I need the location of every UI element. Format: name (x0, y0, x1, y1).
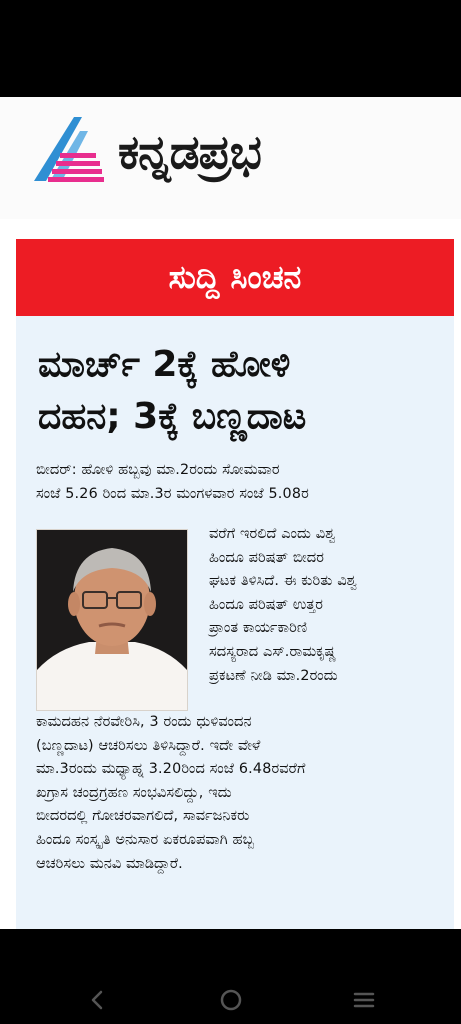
body-line: ಹಿಂದೂ ಸಂಸ್ಕೃತಿ ಅನುಸಾರ ಏಕರೂಪವಾಗಿ ಹಬ್ಬ (36, 831, 255, 848)
body-wrap (209, 523, 357, 688)
person-portrait-icon (37, 530, 187, 710)
body-line: ಪ್ರಾಂತ ಕಾರ್ಯಕಾರಿಣಿ (209, 620, 308, 637)
body-line: ಹಿಂದೂ ಪರಿಷತ್ ಬೀದರ (209, 549, 324, 566)
article-card (16, 239, 454, 929)
body-top (36, 459, 309, 506)
home-icon[interactable] (216, 985, 246, 1015)
masthead (0, 97, 461, 219)
system-navigation-bar (0, 975, 461, 1024)
headline-line-1: ಮಾರ್ಚ್ 2ಕ್ಕೆ ಹೋಳಿ (38, 344, 291, 385)
body-line: ಕಾಮದಹನ ನೆರವೇರಿಸಿ, 3 ರಂದು ಧುಳಿವಂದನ (36, 714, 252, 730)
section-banner: ಸುದ್ದಿ ಸಿಂಚನ (16, 239, 454, 316)
body-line: ಸಂಜೆ 5.26 ರಿಂದ ಮಾ.3ರ ಮಂಗಳವಾರ ಸಂಜೆ 5.08ರ (36, 485, 309, 502)
body-line: ಬೀದರದಲ್ಲಿ ಗೋಚರವಾಗಲಿದೆ, ಸಾರ್ವಜನಿಕರು (36, 808, 250, 825)
body-line: ಸದಸ್ಯರಾದ ಎಸ್.ರಾಮಕೃಷ್ಣ (209, 643, 337, 660)
body-line: ಘಟಕ ತಿಳಿಸಿದೆ. ಈ ಕುರಿತು ವಿಶ್ವ (209, 573, 358, 590)
headline (38, 339, 438, 443)
body-line: ಖಗ್ರಾಸ ಚಂದ್ರಗ್ರಹಣ ಸಂಭವಿಸಲಿದ್ದು, ಇದು (36, 784, 232, 801)
body-line: ಆಚರಿಸಲು ಮನವಿ ಮಾಡಿದ್ದಾರೆ. (36, 855, 183, 872)
kannada-prabha-logo-icon (32, 115, 122, 190)
body-line: ಮಾ.3ರಂದು ಮಧ್ಯಾಹ್ನ 3.20ರಿಂದ ಸಂಜೆ 6.48ರವರೆಗೆ (36, 761, 306, 778)
body-bottom (36, 711, 306, 876)
body-line: ಬೀದರ್: ಹೋಳಿ ಹಬ್ಬವು ಮಾ.2ರಂದು ಸೋಮವಾರ (36, 462, 280, 478)
portrait-photo (36, 529, 188, 711)
headline-line-2: ದಹನ; 3ಕ್ಕೆ ಬಣ್ಣದಾಟ (38, 396, 307, 437)
app-screen (0, 97, 461, 929)
body-line: (ಬಣ್ಣದಾಟ) ಆಚರಿಸಲು ತಿಳಿಸಿದ್ದಾರೆ. ಇದೇ ವೇಳೆ (36, 737, 261, 754)
body-line: ಹಿಂದೂ ಪರಿಷತ್ ಉತ್ತರ (209, 596, 324, 613)
body-line: ವರೆಗೆ ಇರಲಿದೆ ಎಂದು ವಿಶ್ವ (209, 526, 336, 542)
back-icon[interactable] (82, 985, 112, 1015)
brand-name: ಕನ್ನಡಪ್ರಭ (118, 125, 261, 180)
recents-icon[interactable] (349, 985, 379, 1015)
body-line: ಪ್ರಕಟಣೆ ನೀಡಿ ಮಾ.2ರಂದು (209, 667, 338, 684)
